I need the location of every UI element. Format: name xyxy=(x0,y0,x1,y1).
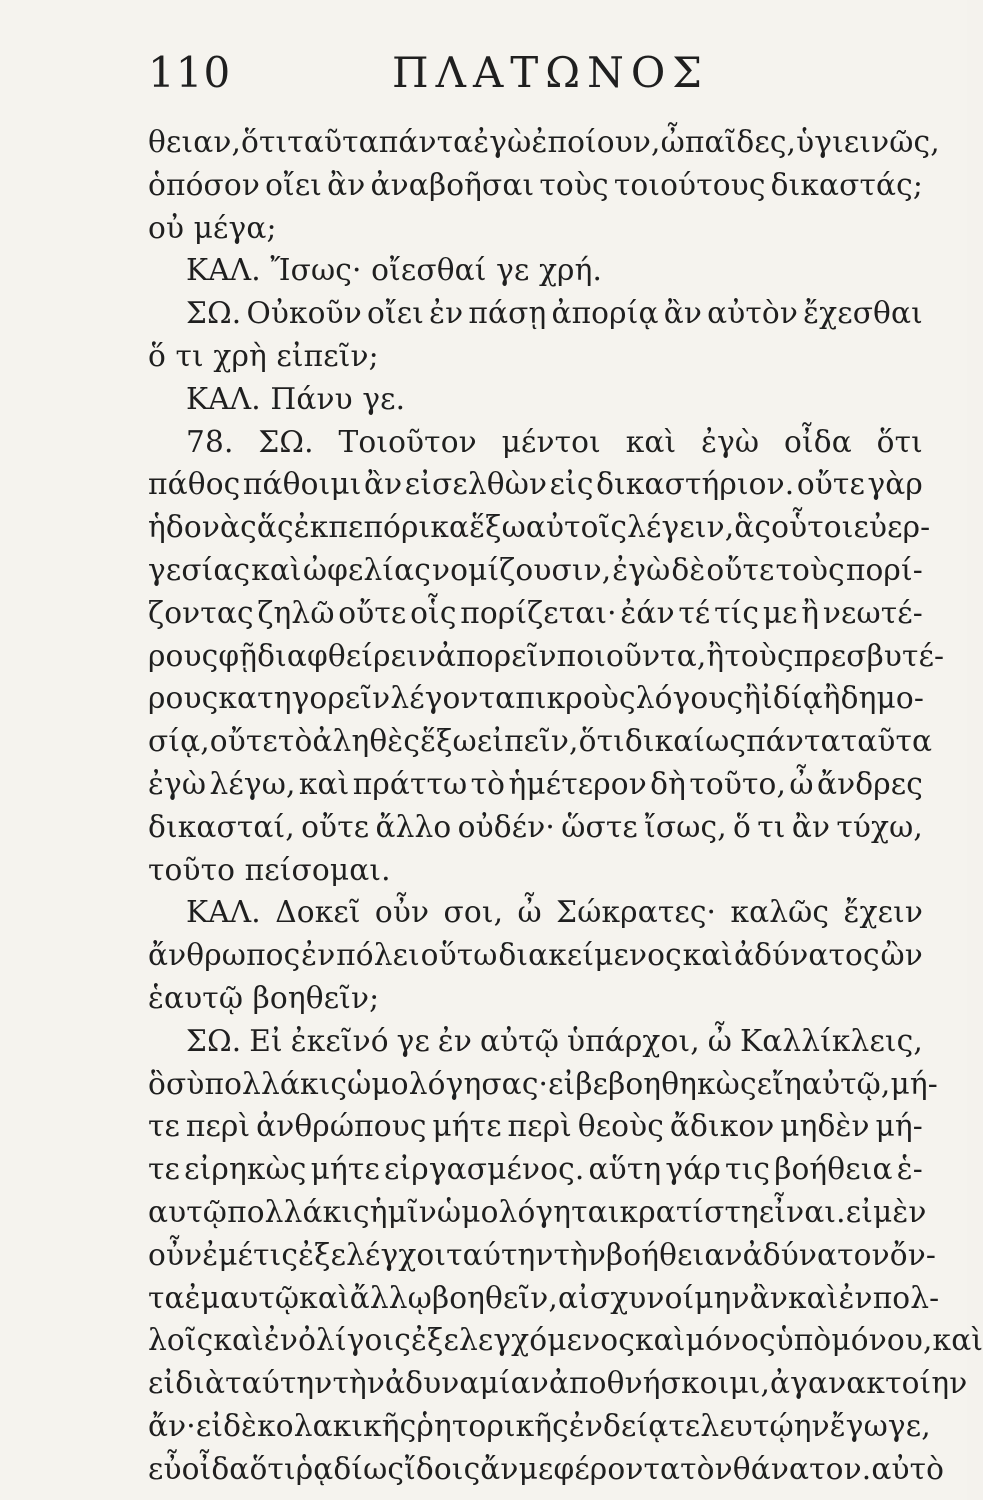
word: καλῶς xyxy=(730,895,830,930)
word: οὔτε xyxy=(796,467,865,502)
word: καὶ xyxy=(213,1323,264,1358)
word: ἐποίουν, xyxy=(531,125,661,159)
word: τοῦτο, xyxy=(689,766,787,801)
word: ὡμολόγησας·εἰ xyxy=(347,1066,576,1101)
word: ἀληθὲς xyxy=(312,724,421,759)
word: τις xyxy=(253,1237,299,1272)
word: ρους xyxy=(148,681,219,716)
word: ἀναβοῆσαι xyxy=(370,167,535,202)
word: Σώκρατες· xyxy=(556,895,717,930)
word: ὑπὸ xyxy=(775,1323,832,1358)
text-line: τοῦτο πείσομαι. xyxy=(148,852,391,887)
word: πράττω xyxy=(352,766,468,801)
word: ΣΩ. xyxy=(186,296,242,331)
word: ὀλίγοις xyxy=(298,1323,411,1358)
word: ἄλλο xyxy=(375,809,452,844)
word: δικαστήριον. xyxy=(596,467,795,502)
word: καὶ xyxy=(787,1280,839,1315)
word: ἢ xyxy=(822,681,841,716)
word: θειαν, xyxy=(148,125,242,159)
text-line xyxy=(148,934,923,977)
word: ἐκπεπόρικα xyxy=(293,510,470,545)
word: τὸ xyxy=(470,766,506,801)
word: ἅς xyxy=(256,510,294,545)
word: πάθος xyxy=(148,467,241,502)
word: ταύτην xyxy=(225,1366,333,1401)
word: πάθοιμι xyxy=(242,467,362,502)
word: φῇ xyxy=(218,638,258,673)
text-line xyxy=(148,463,923,506)
word: ἂν xyxy=(663,296,702,331)
text-line xyxy=(148,506,931,549)
word: Καλλίκλεις, xyxy=(739,1023,923,1058)
word: ὅτι xyxy=(876,424,923,459)
text-line xyxy=(148,164,923,207)
word: ἄν xyxy=(480,1451,519,1486)
word: ὅτι xyxy=(249,1451,296,1486)
word: νεωτέ- xyxy=(822,595,923,630)
text-line xyxy=(148,635,945,678)
word: μὲν xyxy=(872,1194,927,1229)
word: πάσῃ xyxy=(468,296,547,331)
word: οὐδέν· xyxy=(457,809,555,844)
word: ἐγὼ xyxy=(612,552,671,587)
page-header xyxy=(0,38,967,108)
word: εἰς xyxy=(549,467,594,502)
word: ὑγιεινῶς, xyxy=(796,125,940,159)
text-line xyxy=(148,121,940,164)
word: φέροντα xyxy=(553,1451,681,1486)
word: ὅτι xyxy=(241,125,288,159)
word: πολλάκις xyxy=(204,1066,348,1101)
word: ὥστε xyxy=(561,809,638,844)
word: ἀδύνατον xyxy=(742,1237,890,1272)
word: ἑ- xyxy=(896,1152,923,1187)
word: ἔχειν xyxy=(843,895,923,930)
greek-text-block xyxy=(148,121,983,1491)
word: βοήθειαν xyxy=(606,1237,743,1272)
word: οἴει xyxy=(265,167,323,202)
word: τοιούτους xyxy=(613,167,766,202)
word: Εἰ xyxy=(249,1023,283,1058)
word: ὦ xyxy=(707,1023,733,1058)
word: ὢν xyxy=(880,938,923,973)
word: παῖδες, xyxy=(684,125,797,159)
word: ρους xyxy=(148,638,219,673)
text-line xyxy=(148,1448,945,1491)
word: ἢ xyxy=(743,681,762,716)
word: πάντα xyxy=(378,125,474,159)
word: γε xyxy=(396,1023,430,1058)
word: ἀδύνατος xyxy=(733,938,880,973)
word: εἰπεῖν, xyxy=(476,724,579,759)
word: λέγω, xyxy=(209,766,296,801)
word: τε xyxy=(148,1109,181,1144)
word: ΣΩ. xyxy=(258,424,314,459)
word: ὦ xyxy=(789,766,814,801)
word: πόλει xyxy=(336,938,420,973)
word: μόνος xyxy=(685,1323,776,1358)
word: αὐτῷ xyxy=(479,1023,560,1058)
word: μηδὲν xyxy=(780,1109,870,1144)
word: οὔτε xyxy=(338,595,407,630)
word: με xyxy=(518,1451,554,1486)
word: καὶ xyxy=(634,1323,686,1358)
word: οὕτω xyxy=(420,938,498,973)
word: ὡμολόγηται xyxy=(436,1194,620,1229)
word: κρατίστη xyxy=(619,1194,759,1229)
word: τα xyxy=(148,1280,185,1315)
word: Δοκεῖ xyxy=(275,895,361,930)
word: ἐγὼ xyxy=(701,424,760,459)
word: ἀπορίᾳ xyxy=(551,296,659,331)
word: ὄν- xyxy=(889,1237,937,1272)
word: ὦ xyxy=(517,895,542,930)
word: ἂν xyxy=(363,467,403,502)
word: τελευτῴην xyxy=(668,1408,830,1443)
speaker-line: ΚΑΛ. Πάνυ γε. xyxy=(186,381,406,416)
word: τύχω, xyxy=(836,809,923,844)
text-line xyxy=(148,1362,968,1405)
word: ὅ xyxy=(733,809,752,844)
word: αἰσχυνοίμην xyxy=(557,1280,750,1315)
word: οἶδα xyxy=(181,1451,250,1486)
word: μή- xyxy=(890,1066,938,1101)
word: ὦ xyxy=(660,125,685,159)
word: ὁπόσον xyxy=(148,167,260,202)
word: ἴδοις xyxy=(404,1451,481,1486)
word: ἐκεῖνό xyxy=(290,1023,389,1058)
word: τις xyxy=(725,1152,771,1187)
word: Τοιοῦτον xyxy=(338,424,477,459)
text-line: ὅ τι χρὴ εἰπεῖν; xyxy=(148,338,379,373)
text-line xyxy=(148,1105,923,1148)
word: τε xyxy=(148,1152,181,1187)
speaker-line: ΚΑΛ. Ἴσως· οἴεσθαί γε χρή. xyxy=(186,253,603,288)
word: ἐν xyxy=(263,1323,299,1358)
speaker-line xyxy=(148,891,923,934)
word: ἐξελέγχοι xyxy=(298,1237,447,1272)
word: μόνου,καὶ xyxy=(831,1323,983,1358)
word: ἀγανακτοίην xyxy=(770,1366,968,1401)
word: οἶδα xyxy=(784,424,852,459)
word: ἄν· xyxy=(148,1408,196,1443)
word: εἰ xyxy=(148,1366,176,1401)
word: λέγοντα xyxy=(390,681,516,716)
word: ἀπορεῖν xyxy=(436,638,557,673)
word: οὗτοι xyxy=(771,510,854,545)
word: εἴη xyxy=(756,1066,802,1101)
word: περὶ xyxy=(507,1109,572,1144)
word: μήτε xyxy=(432,1109,502,1144)
text-line xyxy=(148,1319,983,1362)
word: πολλάκις xyxy=(227,1194,370,1229)
word: ἐμέ xyxy=(202,1237,254,1272)
word: ἡδονὰς xyxy=(148,510,257,545)
word: νομίζουσιν, xyxy=(431,552,612,587)
word: ἕξω xyxy=(420,724,477,759)
word: ἐάν xyxy=(620,595,675,630)
text-line: οὐ μέγα; xyxy=(148,210,277,245)
text-line xyxy=(148,1191,927,1234)
word: με xyxy=(762,595,798,630)
text-line xyxy=(148,1063,938,1106)
word: ΚΑΛ. xyxy=(186,895,261,930)
word: τοὺς xyxy=(724,638,794,673)
page-number: 110 xyxy=(148,48,232,97)
word: ὃ xyxy=(148,1066,166,1101)
word: αὐτὸν xyxy=(707,296,798,331)
word: καὶ xyxy=(625,424,677,459)
word: ἔχεσθαι xyxy=(803,296,923,331)
word: διαφθείρειν xyxy=(257,638,437,673)
word: τοὺς xyxy=(539,167,609,202)
word: εὖ xyxy=(148,1451,182,1486)
word: ἕξω xyxy=(469,510,526,545)
speaker-line xyxy=(148,292,923,335)
word: τοὺς xyxy=(775,552,845,587)
word: ἂν xyxy=(791,809,831,844)
word: δὲ xyxy=(223,1408,258,1443)
word: εἰ xyxy=(195,1408,224,1443)
word: πικροὺς xyxy=(515,681,636,716)
word: σίᾳ, xyxy=(148,724,210,759)
word: ταῦτα xyxy=(840,724,933,759)
word: ἐγὼ xyxy=(473,125,532,159)
word: οὔτε xyxy=(706,552,775,587)
word: λόγους xyxy=(635,681,744,716)
word: ἡμέτερον xyxy=(508,766,647,801)
word: καὶ xyxy=(299,1280,350,1315)
word: καὶ xyxy=(682,938,734,973)
word: τέ xyxy=(678,595,711,630)
word: τὸν xyxy=(680,1451,733,1486)
word: εὐερ- xyxy=(853,510,931,545)
text-line xyxy=(148,720,933,763)
word: ἰδίᾳ xyxy=(761,681,823,716)
text-line xyxy=(148,806,923,849)
word: ἄλλῳ xyxy=(349,1280,432,1315)
word: πορίζεται· xyxy=(460,595,617,630)
word: σὺ xyxy=(165,1066,205,1101)
word: γὰρ xyxy=(867,467,923,502)
word: πάντα xyxy=(746,724,841,759)
word: δὴ xyxy=(650,766,687,801)
text-line xyxy=(148,1234,937,1277)
text-line xyxy=(148,763,923,806)
word: ἃς xyxy=(734,510,772,545)
word: ἐξελεγχόμενος xyxy=(411,1323,635,1358)
word: ὑπάρχοι, xyxy=(567,1023,700,1058)
word: βοήθεια xyxy=(774,1152,893,1187)
word: ἀδυναμίαν xyxy=(385,1366,549,1401)
section-line xyxy=(148,421,923,464)
word: καὶ xyxy=(251,552,302,587)
word: ἐν xyxy=(429,296,464,331)
word: ἐν xyxy=(437,1023,473,1058)
word: κολακικῆς xyxy=(257,1408,417,1443)
word: διακείμενος xyxy=(498,938,682,973)
word: αυτῷ xyxy=(148,1194,228,1229)
word: κατηγορεῖν xyxy=(218,681,391,716)
word: εἶναι. xyxy=(758,1194,846,1229)
word: δικαίως xyxy=(624,724,747,759)
word: ῥητορικῆς xyxy=(416,1408,569,1443)
word: 78. xyxy=(186,424,234,459)
word: πρεσβυτέ- xyxy=(793,638,945,673)
word: ταῦτα xyxy=(287,125,379,159)
word: γάρ xyxy=(665,1152,721,1187)
word: ἐμαυτῷ xyxy=(184,1280,300,1315)
word: ὅτι xyxy=(578,724,625,759)
word: αὐτῷ, xyxy=(801,1066,891,1101)
word: αὐτοῖς xyxy=(525,510,628,545)
word: εἰ xyxy=(845,1194,873,1229)
word: θεοὺς xyxy=(577,1109,665,1144)
word: αὕτη xyxy=(588,1152,662,1187)
word: πολ- xyxy=(872,1280,940,1315)
word: ΣΩ. xyxy=(186,1023,242,1058)
word: περὶ xyxy=(185,1109,251,1144)
word: λοῖς xyxy=(148,1323,214,1358)
word: Οὐκοῦν xyxy=(246,296,362,331)
word: ῥᾳδίως xyxy=(295,1451,405,1486)
word: ἂν xyxy=(327,167,366,202)
word: ὠφελίας xyxy=(302,552,431,587)
word: μή- xyxy=(875,1109,923,1144)
word: ζηλῶ xyxy=(257,595,335,630)
text-line xyxy=(148,1148,923,1191)
word: μέντοι xyxy=(501,424,601,459)
word: δικασταί, xyxy=(148,809,295,844)
word: ἀποθνήσκοιμι, xyxy=(548,1366,771,1401)
word: εἰργασμένος. xyxy=(384,1152,585,1187)
word: ἐν xyxy=(301,938,336,973)
word: μήτε xyxy=(310,1152,380,1187)
word: καὶ xyxy=(298,766,350,801)
running-title: ΠΛΑΤΩΝΟΣ xyxy=(392,48,710,97)
text-line xyxy=(148,549,923,592)
word: πορί- xyxy=(845,552,923,587)
word: οἷς xyxy=(410,595,457,630)
text-line: ἑαυτῷ βοηθεῖν; xyxy=(148,980,380,1015)
word: ταύτην xyxy=(446,1237,554,1272)
word: ἄνθρωπος xyxy=(148,938,301,973)
word: ἢ xyxy=(801,595,820,630)
word: οἴει xyxy=(367,296,424,331)
text-line xyxy=(148,1277,940,1320)
word: ἢ xyxy=(706,638,725,673)
word: δὲ xyxy=(671,552,706,587)
word: τὸ xyxy=(277,724,313,759)
word: τίς xyxy=(714,595,760,630)
word: ἡμῖν xyxy=(369,1194,437,1229)
word: οὖν xyxy=(374,895,430,930)
word: ἴσως, xyxy=(644,809,727,844)
word: ἐνδείᾳ xyxy=(568,1408,669,1443)
word: οὖν xyxy=(148,1237,203,1272)
word: οὔτε xyxy=(209,724,278,759)
word: ἂν xyxy=(749,1280,788,1315)
word: ζοντας xyxy=(148,595,254,630)
word: δικαστάς; xyxy=(770,167,923,202)
word: ἔγωγε, xyxy=(829,1408,931,1443)
word: βοηθεῖν, xyxy=(431,1280,558,1315)
word: ποιοῦντα, xyxy=(556,638,707,673)
speaker-line xyxy=(148,1020,923,1063)
word: σοι, xyxy=(443,895,504,930)
word: λέγειν, xyxy=(627,510,735,545)
text-line xyxy=(148,1405,931,1448)
word: εἰρηκὼς xyxy=(184,1152,307,1187)
text-line xyxy=(148,677,923,720)
word: ἄνδρες xyxy=(816,766,923,801)
word: ἄδικον xyxy=(669,1109,775,1144)
word: ἀνθρώπους xyxy=(256,1109,427,1144)
word: τὴν xyxy=(553,1237,607,1272)
word: δημο- xyxy=(840,681,924,716)
word: γεσίας xyxy=(148,552,251,587)
word: ἐγὼ xyxy=(148,766,207,801)
word: τι xyxy=(757,809,786,844)
word: οὔτε xyxy=(301,809,370,844)
word: ἐν xyxy=(838,1280,873,1315)
word: βεβοηθηκὼς xyxy=(575,1066,757,1101)
text-line xyxy=(148,592,923,635)
word: τὴν xyxy=(332,1366,385,1401)
word: διὰ xyxy=(175,1366,226,1401)
word: εἰσελθὼν xyxy=(404,467,548,502)
word: θάνατον.αὐτὸ xyxy=(732,1451,945,1486)
